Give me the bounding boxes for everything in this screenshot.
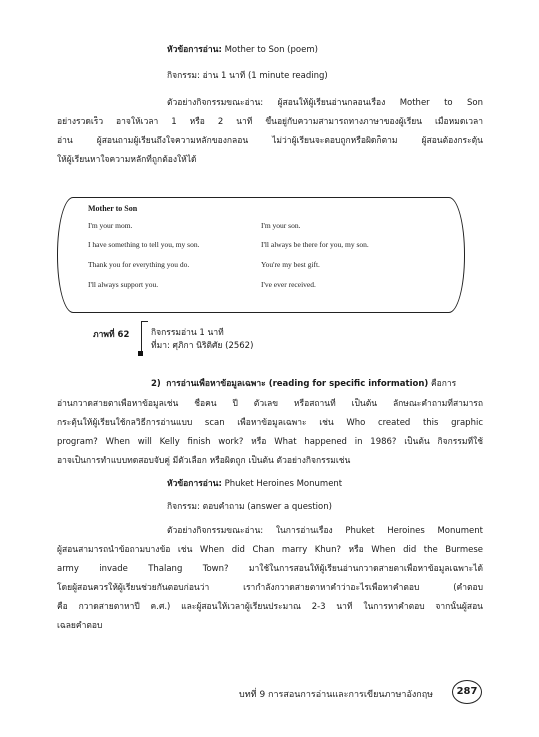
topic-value: Mother to Son (poem): [224, 45, 318, 55]
poem-line-right: I'll always be there for you, my son.: [261, 240, 369, 249]
example-label: ตัวอย่างกิจกรรมขณะอ่าน:: [167, 98, 264, 108]
paragraph-line: อย่างรวดเร็ว อาจให้เวลา 1 หรือ 2 นาที ขึ้นอยู่กับความสามารถทางภาษาของผู้เรียน เมื่อหมดเวลา: [57, 117, 483, 127]
poem-box: [57, 197, 465, 313]
paragraph-line: เฉลยคำตอบ: [57, 621, 103, 631]
poem-line-left: I'll always support you.: [88, 280, 159, 289]
example-label: ตัวอย่างกิจกรรมขณะอ่าน:: [167, 526, 264, 536]
poem-line-left: I have something to tell you, my son.: [88, 240, 200, 249]
heading-rest: คือการ: [428, 379, 457, 389]
chapter-footer: บทที่ 9 การสอนการอ่านและการเขียนภาษาอังกฤษ: [239, 690, 434, 700]
paragraph-line: ผู้สอนให้ผู้เรียนอ่านกลอนเรื่อง Mother to Son: [263, 98, 483, 108]
figure-label: ภาพที่ 62: [93, 330, 130, 340]
paragraph-line: ให้ผู้เรียนหาใจความหลักที่ถูกต้องให้ได้: [57, 155, 197, 165]
figure-marker: [138, 351, 143, 356]
paragraph-line: program? When will Kelly finish work? หรือ What happened in 1986? เป็นต้น กิจกรรมที่ใช้: [57, 437, 483, 447]
poem-line-left: Thank you for everything you do.: [88, 260, 190, 269]
paragraph-line: อ่าน ผู้สอนถามผู้เรียนถึงใจความหลักของกลอน ไม่ว่าผู้เรียนจะตอบถูกหรือผิดก็ตาม ผู้สอนต้องกระตุ้น: [57, 136, 483, 146]
page-number: 287: [452, 680, 482, 704]
paragraph-line: กระตุ้นให้ผู้เรียนใช้กลวิธีการอ่านแบบ scan เพื่อหาข้อมูลเฉพาะ เช่น Who created this graphic: [57, 418, 483, 428]
topic-line-1: [167, 44, 483, 57]
paragraph-line: โดยผู้สอนควรให้ผู้เรียนช่วยกันตอบก่อนว่า เรากำลังกวาดสายตาหาคำว่าอะไรเพื่อหาคำตอบ (คำตอบ: [57, 583, 483, 593]
topic-label: หัวข้อการอ่าน:: [167, 479, 222, 489]
heading-text: การอ่านเพื่อหาข้อมูลเฉพาะ (reading for specific information): [166, 379, 429, 389]
figure-source: ที่มา: ศุภิกา นิริติศัย (2562): [151, 341, 254, 351]
poem-title: Mother to Son: [88, 204, 138, 213]
figure-bracket: [141, 321, 148, 355]
paragraph-line: army invade Thalang Town? มาใช้ในการสอนให้ผู้เรียนอ่านกวาดสายตาเพื่อหาข้อมูลเฉพาะได้: [57, 564, 483, 574]
example-line-2: [167, 525, 483, 538]
paragraph-line: อ่านกวาดสายตาเพื่อหาข้อมูลเช่น ชื่อคน ปี ตัวเลข หรือสถานที่ เป็นต้น ลักษณะคำถามที่สามารถ: [57, 399, 483, 409]
activity-line-2: กิจกรรม: ตอบคำถาม (answer a question): [167, 502, 332, 512]
activity-line-1: กิจกรรม: อ่าน 1 นาที (1 minute reading): [167, 71, 328, 81]
section-heading: [151, 378, 483, 391]
figure-caption: กิจกรรมอ่าน 1 นาที: [151, 328, 224, 338]
paragraph-line: อาจเป็นการทำแบบทดสอบจับคู่ มีตัวเลือก หรือผิดถูก เป็นต้น ตัวอย่างกิจกรรมเช่น: [57, 456, 351, 466]
poem-line-right: I'm your son.: [261, 221, 301, 230]
topic-label: หัวข้อการอ่าน:: [167, 45, 222, 55]
poem-line-right: I've ever received.: [261, 280, 316, 289]
topic-line-2: [167, 478, 483, 491]
topic-value: Phuket Heroines Monument: [224, 479, 343, 489]
poem-line-right: You're my best gift.: [261, 260, 320, 269]
paragraph-line: ผู้สอนสามารถนำข้อถามบางข้อ เช่น When did Chan marry Khun? หรือ When did the Burmese: [57, 545, 483, 555]
paragraph-line: ในการอ่านเรื่อง Phuket Heroines Monument: [263, 526, 483, 536]
paragraph-line: คือ กวาดสายตาหาปี ค.ศ.) และผู้สอนให้เวลาผู้เรียนประมาณ 2-3 นาที ในการหาคำตอบ จากนั้นผู้สอน: [57, 602, 483, 612]
heading-number: 2): [151, 379, 161, 389]
example-line-1: [167, 97, 483, 110]
poem-line-left: I'm your mom.: [88, 221, 133, 230]
